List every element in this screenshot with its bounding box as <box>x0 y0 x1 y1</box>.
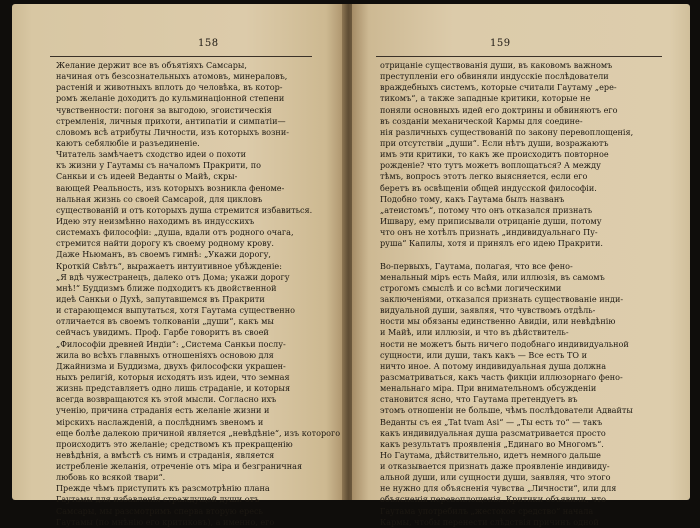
text-line: не нужно для объясненія чувства „Личности“, или для <box>380 483 617 494</box>
text-line: нія различныхъ существованій по закону перевоплощенія, <box>380 126 634 137</box>
text-line: Ишвару, ему приписывали отрицаніе души, потому <box>380 215 602 226</box>
text-line: Гаутамы (по мнѣнію его критиковъ), а именно, его <box>56 516 275 527</box>
text-line: ученію, причина страданія есть желаніе жизни и <box>56 405 270 416</box>
text-line: „Философіи древней Индіи“: „Система Санкьи послу- <box>56 338 286 349</box>
text-line: ничто иное. А потому индивидуальная душа должна <box>380 360 607 371</box>
text-line: и старающемся выпутаться, хотя Гаутама существенно <box>56 305 295 316</box>
text-line: руша“ Капилы, хотя и принялъ его идею Пракрити. <box>380 238 603 249</box>
right-page <box>352 4 690 527</box>
text-line: Прежде чѣмъ приступить къ разсмотрѣнію плана <box>56 483 270 494</box>
text-line: объясненія перевоплощенія. Критики объявили, что <box>380 494 606 505</box>
text-line: и отказывается признать даже проявленіе индивиду- <box>380 461 610 472</box>
open-book <box>12 4 690 527</box>
text-line <box>380 249 660 260</box>
text-line: нальная жизнь со своей Самсарой, для цикловъ <box>56 193 263 204</box>
text-line: къ жизни у Гаутамы съ началомъ Пракрити, по <box>56 160 261 171</box>
text-line: тѣмъ, вопросъ этотъ легко выясняется, если его <box>380 171 588 182</box>
text-line: жизнь представляетъ одно лишь страданіе, и которыя <box>56 383 291 394</box>
text-line: поняли основныхъ идей его доктрины и обвиняютъ его <box>380 104 618 115</box>
text-line: Джайнизма и Буддизма, двухъ философски украшен- <box>56 360 286 371</box>
text-line: Во-первыхъ, Гаутама, полагая, что все фено- <box>380 260 573 271</box>
text-line: этомъ отношеніи не больше, чѣмъ послѣдователи Адвайты <box>380 405 633 416</box>
text-line: системахъ философіи: „душа, вдали отъ родного очага, <box>56 227 294 238</box>
text-line: становится ясно, что Гаутама претендуетъ въ <box>380 394 578 405</box>
text-line: ромъ желаніе доходитъ до кульминаціонной степени <box>56 93 285 104</box>
left-page-number: 158 <box>198 38 219 49</box>
text-line: каютъ себялюбіе и разъединеніе. <box>56 137 200 148</box>
text-line: сущности, или души, такъ какъ — Все есть ТО и <box>380 349 587 360</box>
text-line: Гаутама употребилъ „жестокое средство“ начала <box>380 505 594 516</box>
text-line: ныхъ религій, которыя исходятъ изъ идеи, что земная <box>56 371 290 382</box>
text-line: при отсутствіи „души“. Если нѣтъ души, возражаютъ <box>380 137 609 148</box>
text-line: рожденіе? что тутъ можетъ воплощаться? А между <box>380 160 601 171</box>
text-line: Но Гаутама, дѣйствительно, идетъ немного дальше <box>380 449 601 460</box>
text-line: сейчасъ увидимъ. Проф. Гарбе говоритъ въ своей <box>56 327 269 338</box>
text-line: Даже Ньюманъ, въ своемъ гимнѣ: „Укажи дорогу, <box>56 249 271 260</box>
text-line: любовь ко всякой твари“. <box>56 472 166 483</box>
text-line: менальнаго міра. При внимательномъ обсужденіи <box>380 383 597 394</box>
text-line: Подобно тому, какъ Гаутама былъ названъ <box>380 193 565 204</box>
right-header-rule <box>376 56 662 57</box>
text-line: Гаутамы для избавленія страждущей души отъ <box>56 494 260 505</box>
text-line: разсматриваться, какъ часть фикціи иллюзорнаго фено- <box>380 371 623 382</box>
text-line: Веданты съ ея „Tat tvam Asi“ — „Ты есть то“ — такъ <box>380 416 603 427</box>
text-line: вающей Реальность, изъ которыхъ возникла феноме- <box>56 182 285 193</box>
text-line: идеѣ Санкьи о Духѣ, запутавшемся въ Пракрити <box>56 293 265 304</box>
left-page <box>12 4 346 527</box>
text-line: Самсары, мы разсмотримъ сперва вторую ересь <box>56 505 263 516</box>
text-line: существованій и отъ которыхъ душа стремится избавиться. <box>56 204 313 215</box>
text-line: Кармы, чтобы перенести слѣдствія причинъ одной <box>380 516 599 527</box>
text-line: Кроткій Свѣтъ“, выражаетъ интуитивное убѣжденіе: <box>56 260 282 271</box>
text-line: словомъ всѣ атрибуты Личности, изъ которыхъ возни- <box>56 126 289 137</box>
text-line: строгомъ смыслѣ и со всѣми логическими <box>380 282 562 293</box>
text-line: стремится найти дорогу къ своему родному крову. <box>56 238 275 249</box>
text-line: мнѣ!“ Буддизмъ ближе подходитъ къ двойственной <box>56 282 277 293</box>
text-line: и Майѣ, или иллюзіи, и что въ дѣйствитель- <box>380 327 569 338</box>
text-line: мірскихъ наслажденій, а послѣднимъ звеномъ и <box>56 416 264 427</box>
text-line: растеній и животныхъ вплоть до человѣка, въ котор- <box>56 82 283 93</box>
text-line: начиная отъ безсознательныхъ атомовъ, минераловъ, <box>56 71 288 82</box>
left-header-rule <box>50 56 312 57</box>
text-line: какъ индивидуальная душа разсматривается просто <box>380 427 606 438</box>
text-line: въ созданіи механической Кармы для соедине- <box>380 115 583 126</box>
right-page-number: 159 <box>490 38 511 49</box>
text-line: Идею эту неизмѣнно находимъ въ индусскихъ <box>56 215 255 226</box>
text-line: менальный міръ есть Майя, или иллюзія, въ самомъ <box>380 271 605 282</box>
text-line: какъ результатъ проявленія „Единаго во Многомъ“. <box>380 438 604 449</box>
text-line: Желание держит все въ объятіяхъ Самсары, <box>56 60 247 70</box>
text-line: видуальной души, заявляя, что чувствомъ отдѣль- <box>380 305 596 316</box>
left-page-text <box>56 60 341 528</box>
text-line: что онъ не хотѣлъ признать „индивидуальнаго Пу- <box>380 227 598 238</box>
text-line: истребленіе желанія, отреченіе отъ міра и безграничная <box>56 461 303 472</box>
text-line: заключеніями, отказался признать существованіе инди- <box>380 293 624 304</box>
text-line: Санкьи и съ идеей Веданты о Майѣ, скры- <box>56 171 238 182</box>
text-line: альной души, или сущности души, заявляя, что этого <box>380 472 611 483</box>
text-line: всегда возвращаются къ этой мысли. Согласно ихъ <box>56 394 277 405</box>
text-line: враждебныхъ системъ, которые считали Гаутаму „ере- <box>380 82 617 93</box>
text-line: стремленія, личныя прихоти, антипатіи и симпатіи— <box>56 115 286 126</box>
text-line: „Я вдѣ чужестранецъ, далеко отъ Дома; укажи дорогу <box>56 271 290 282</box>
text-line: преступленіи его обвиняли индусскіе послѣдователи <box>380 71 609 82</box>
text-line: имъ эти критики, то какъ же происходитъ повторное <box>380 149 609 160</box>
text-line: „атеистомъ“, потому что онъ отказался признать <box>380 204 593 215</box>
text-line: еще болѣе далекою причиной является „невѣдѣніе“, изъ которого <box>56 427 341 438</box>
text-line: отличается въ своемъ толкованіи „души“, какъ мы <box>56 316 274 327</box>
text-line: беретъ въ освѣщеніи общей индусской философіи. <box>380 182 597 193</box>
right-page-text <box>380 60 660 528</box>
text-line: происходитъ это желаніе; средствомъ къ прекращенію <box>56 438 293 449</box>
text-line: ности мы обязаны единственно Авидіи, или невѣдѣнію <box>380 316 616 327</box>
text-line: жила во всѣхъ главныхъ отношеніяхъ основою для <box>56 349 274 360</box>
text-line: Читатель замѣчаетъ сходство идеи о похоти <box>56 149 247 160</box>
text-line: чувственности: погоня за выгодою, эгоистическія <box>56 104 272 115</box>
text-line: ности не можетъ быть ничего подобнаго индивидуальной <box>380 338 629 349</box>
text-line: невѣдѣнія, а вмѣстѣ съ нимъ и страданія, является <box>56 449 275 460</box>
text-line: отрицаніе существованія души, въ каковомъ важномъ <box>380 60 613 70</box>
text-line: тикомъ“, а также западные критики, которые не <box>380 93 591 104</box>
